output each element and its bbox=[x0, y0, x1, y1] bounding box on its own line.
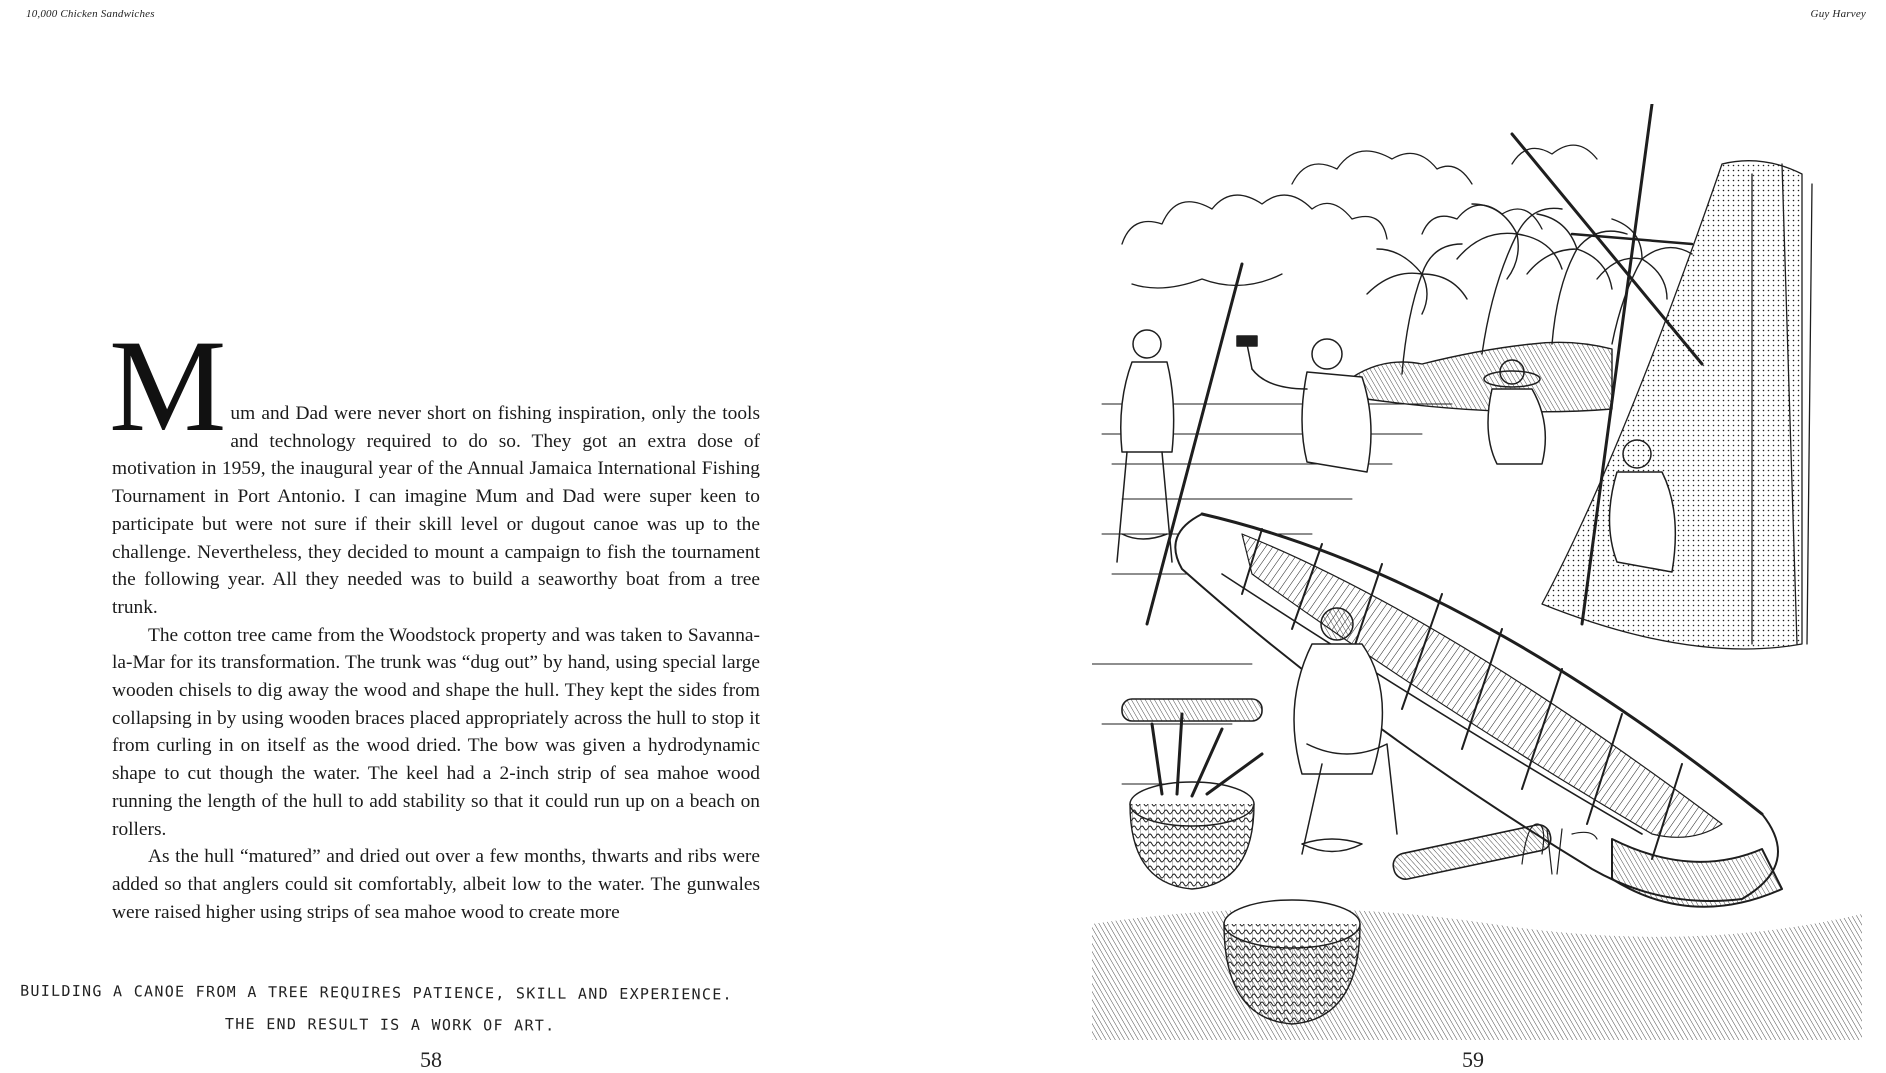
drop-cap: M bbox=[109, 312, 227, 459]
caption-line-1: BUILDING A CANOE FROM A TREE REQUIRES PATIENCE, SKILL AND EXPERIENCE. bbox=[20, 981, 733, 1004]
running-head-author: Guy Harvey bbox=[1810, 8, 1866, 20]
page-number-right: 59 bbox=[1462, 1047, 1484, 1072]
clouds bbox=[1122, 145, 1597, 288]
handwritten-caption bbox=[20, 982, 870, 1036]
paragraph-3: As the hull “matured” and dried out over a few months, thwarts and ribs were added so that anglers could sit comfortably, albeit low to the water. The gunwales were raised higher using strips of sea mahoe wood to create more bbox=[112, 846, 760, 923]
page-number-left: 58 bbox=[420, 1047, 442, 1072]
running-head-book-title: 10,000 Chicken Sandwiches bbox=[26, 8, 155, 20]
canoe-building-drawing-icon bbox=[1092, 104, 1862, 1040]
body-text bbox=[109, 312, 760, 926]
paragraph-1-text: um and Dad were never short on fishing inspiration, only the tools and technology required to do so. They got an extra dose of motivation in 1959, the inaugural year of the Annual Jamaica International Fishing Tournament in Port Antonio. I can imagine Mum and Dad were super keen to participate but were not sure if their skill level or dugout canoe was up to the challenge. Nevertheless, they decided to mount a campaign to fish the tournament the following year. All they needed was to build a seaworthy boat from a tree trunk. bbox=[112, 403, 760, 618]
caption-line-2: THE END RESULT IS A WORK OF ART. bbox=[224, 1014, 556, 1035]
paragraph-2: The cotton tree came from the Woodstock property and was taken to Savanna-la-Mar for its transformation. The trunk was “dug out” by hand, using special large wooden chisels to dig away the wood and shape the hull. They kept the sides from collapsing in by using wooden braces placed appropriately across the hull to stop it from curling in on itself as the wood dried. The bow was given a hydrodynamic shape to cut though the water. The keel had a 2-inch strip of sea mahoe wood running the length of the hull to add stability so that it could run up on a beach on rollers. bbox=[112, 624, 760, 840]
paragraph-1 bbox=[109, 312, 760, 622]
